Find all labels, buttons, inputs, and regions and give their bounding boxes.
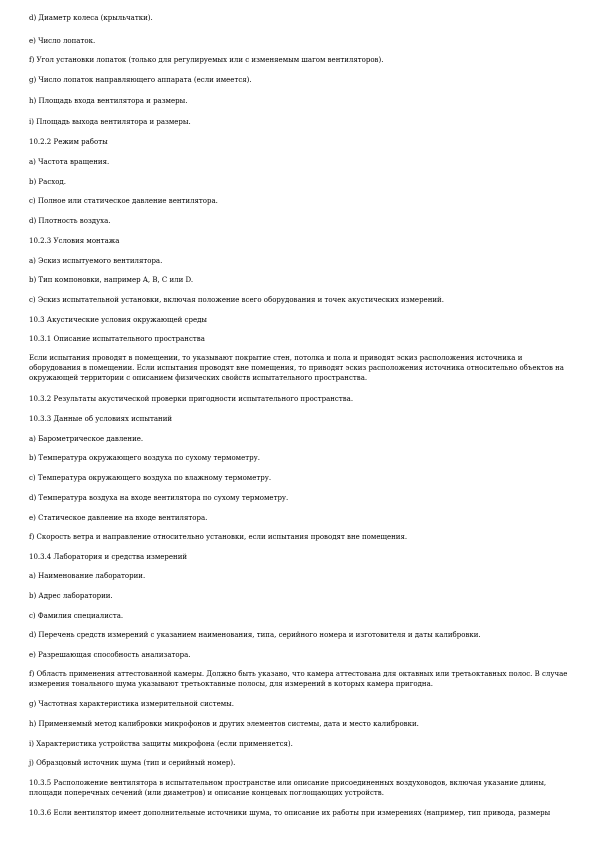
paragraph: b) Температура окружающего воздуха по сухому термометру. [29,454,260,462]
paragraph: c) Температура окружающего воздуха по влажному термометру. [29,474,272,482]
paragraph: g) Частотная характеристика измерительной системы. [29,700,234,708]
paragraph: 10.3.2 Результаты акустической проверки пригодности испытательного пространства. [29,395,354,403]
paragraph: f) Угол установки лопаток (только для регулируемых или с изменяемым шагом вентиляторов). [29,56,384,64]
paragraph: d) Плотность воздуха. [29,217,111,225]
paragraph: i) Характеристика устройства защиты микрофона (если применяется). [29,740,293,748]
paragraph: c) Фамилия специалиста. [29,612,124,620]
paragraph: h) Площадь входа вентилятора и размеры. [29,97,188,105]
paragraph: d) Перечень средств измерений с указанием наименования, типа, серийного номера и изготовителя и даты калибровки. [29,631,481,639]
paragraph: a) Частота вращения. [29,158,110,166]
paragraph: b) Адрес лаборатории. [29,592,113,600]
paragraph: g) Число лопаток направляющего аппарата (если имеется). [29,76,252,84]
paragraph: e) Статическое давление на входе вентилятора. [29,514,208,522]
paragraph: d) Диаметр колеса (крыльчатки). [29,14,153,22]
paragraph: b) Расход. [29,178,66,186]
paragraph: 10.3.6 Если вентилятор имеет дополнительные источники шума, то описание их работы при измерениях (например, тип привода, размеры [29,809,551,817]
paragraph: h) Применяемый метод калибровки микрофонов и других элементов системы, дата и место калибровки. [29,720,419,728]
section-heading: 10.3.3 Данные об условиях испытаний [29,415,173,423]
paragraph: a) Наименование лаборатории. [29,572,146,580]
paragraph: 10.3.5 Расположение вентилятора в испытательном пространстве или описание присоединенных воздуховодов, включая указание длины, площади поперечных сечений (или диаметров) и описание концевых поглощающих устройств. [29,779,547,797]
paragraph: j) Образцовый источник шума (тип и серийный номер). [29,759,236,767]
paragraph: Если испытания проводят в помещении, то указывают покрытие стен, потолка и пола и приводят эскиз расположения источника и оборудования в помещении. Если испытания проводят вне помещения, то приводят эскиз расположения источника относительно объектов на окружающей территории с описанием физических свойств испытательного пространства. [29,354,564,382]
paragraph: c) Эскиз испытательной установки, включая положение всего оборудования и точек акустических измерений. [29,296,444,304]
paragraph: i) Площадь выхода вентилятора и размеры. [29,118,191,126]
paragraph: f) Скорость ветра и направление относительно установки, если испытания проводят вне помещения. [29,533,408,541]
section-heading: 10.2.3 Условия монтажа [29,237,120,245]
section-heading: 10.3 Акустические условия окружающей среды [29,316,207,324]
paragraph: e) Разрешающая способность анализатора. [29,651,191,659]
paragraph: f) Область применения аттестованной камеры. Должно быть указано, что камера аттестована для октавных или третьоктавных полос. В случае измерения тонального шума указывают третьоктавные полосы, для измерений в которых камера пригодна. [29,670,568,688]
paragraph: e) Число лопаток. [29,37,96,45]
paragraph: b) Тип компоновки, например A, B, C или D. [29,276,194,284]
paragraph: a) Барометрическое давление. [29,435,144,443]
paragraph: a) Эскиз испытуемого вентилятора. [29,257,163,265]
paragraph: c) Полное или статическое давление вентилятора. [29,197,218,205]
section-heading: 10.3.1 Описание испытательного пространства [29,335,205,343]
paragraph: d) Температура воздуха на входе вентилятора по сухому термометру. [29,494,289,502]
section-heading: 10.3.4 Лаборатория и средства измерений [29,553,188,561]
section-heading: 10.2.2 Режим работы [29,138,108,146]
